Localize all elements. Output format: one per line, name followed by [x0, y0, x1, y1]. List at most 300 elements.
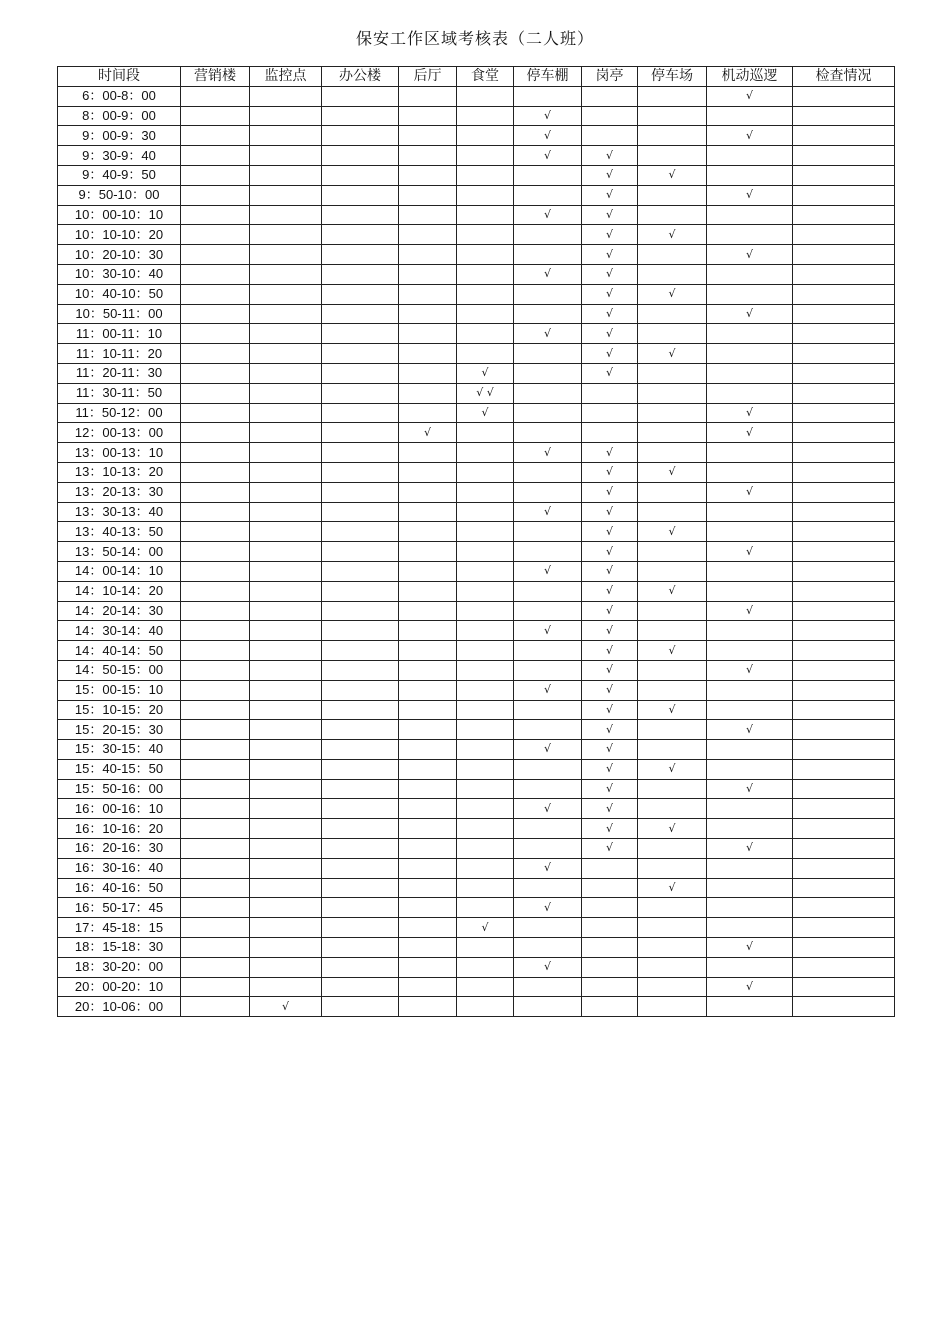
check-cell: [322, 165, 399, 185]
check-cell: √: [582, 146, 638, 166]
check-cell: √: [582, 660, 638, 680]
check-cell: [399, 284, 457, 304]
table-row: [58, 502, 895, 522]
check-cell: [181, 443, 250, 463]
check-cell: √: [638, 284, 707, 304]
check-cell: √: [707, 86, 793, 106]
check-cell: [399, 542, 457, 562]
check-cell: [457, 86, 514, 106]
time-slot-cell: 14：00-14：10: [58, 561, 181, 581]
table-row: [58, 344, 895, 364]
check-cell: [322, 858, 399, 878]
check-cell: [457, 779, 514, 799]
check-cell: √: [582, 502, 638, 522]
table-row: [58, 957, 895, 977]
check-cell: [638, 779, 707, 799]
check-cell: [250, 363, 322, 383]
check-cell: [250, 858, 322, 878]
table-row: [58, 878, 895, 898]
check-cell: [181, 561, 250, 581]
check-cell: [793, 700, 895, 720]
time-slot-cell: 18：15-18：30: [58, 938, 181, 958]
check-cell: √: [638, 700, 707, 720]
column-header: 后厅: [399, 67, 457, 87]
check-cell: √: [582, 284, 638, 304]
check-cell: [250, 245, 322, 265]
check-cell: √: [514, 957, 582, 977]
check-cell: [707, 957, 793, 977]
table-row: [58, 205, 895, 225]
check-cell: [322, 146, 399, 166]
check-cell: [181, 264, 250, 284]
time-slot-cell: 13：10-13：20: [58, 462, 181, 482]
table-row: [58, 720, 895, 740]
check-cell: [322, 621, 399, 641]
check-cell: [322, 403, 399, 423]
check-cell: √: [582, 363, 638, 383]
check-cell: [793, 423, 895, 443]
check-cell: [322, 799, 399, 819]
check-cell: √: [514, 740, 582, 760]
check-cell: [707, 284, 793, 304]
check-cell: [793, 601, 895, 621]
table-row: [58, 264, 895, 284]
check-cell: [707, 146, 793, 166]
check-cell: [457, 225, 514, 245]
check-cell: [457, 185, 514, 205]
check-cell: [322, 561, 399, 581]
check-cell: [457, 443, 514, 463]
check-cell: [322, 225, 399, 245]
check-cell: [457, 462, 514, 482]
check-cell: [457, 858, 514, 878]
check-cell: [322, 542, 399, 562]
check-cell: [638, 660, 707, 680]
check-cell: √: [582, 304, 638, 324]
check-cell: [457, 165, 514, 185]
check-cell: [250, 86, 322, 106]
check-cell: [250, 146, 322, 166]
check-cell: [793, 561, 895, 581]
time-slot-cell: 14：50-15：00: [58, 660, 181, 680]
check-cell: [322, 720, 399, 740]
check-cell: √: [582, 542, 638, 562]
table-row: [58, 581, 895, 601]
check-cell: [250, 502, 322, 522]
table-row: [58, 146, 895, 166]
column-header: 时间段: [58, 67, 181, 87]
check-cell: [250, 462, 322, 482]
check-cell: √: [582, 344, 638, 364]
check-cell: [322, 344, 399, 364]
check-cell: [399, 898, 457, 918]
check-cell: [514, 245, 582, 265]
check-cell: [181, 957, 250, 977]
check-cell: [181, 522, 250, 542]
check-cell: [582, 898, 638, 918]
check-cell: [181, 938, 250, 958]
check-cell: [399, 680, 457, 700]
check-cell: [707, 522, 793, 542]
check-cell: [399, 938, 457, 958]
check-cell: [399, 839, 457, 859]
check-cell: [638, 621, 707, 641]
check-cell: [250, 561, 322, 581]
check-cell: [793, 264, 895, 284]
check-cell: √: [707, 720, 793, 740]
check-cell: [399, 126, 457, 146]
check-cell: [250, 522, 322, 542]
check-cell: [793, 502, 895, 522]
check-cell: [181, 106, 250, 126]
check-cell: [793, 898, 895, 918]
check-cell: √: [638, 759, 707, 779]
check-cell: [707, 680, 793, 700]
check-cell: √: [514, 898, 582, 918]
check-cell: [399, 641, 457, 661]
table-row: [58, 185, 895, 205]
check-cell: [399, 165, 457, 185]
time-slot-cell: 10：00-10：10: [58, 205, 181, 225]
check-cell: [250, 165, 322, 185]
check-cell: [322, 284, 399, 304]
header-row: [58, 67, 895, 87]
check-cell: [399, 997, 457, 1017]
check-cell: [181, 641, 250, 661]
check-cell: [181, 779, 250, 799]
check-cell: [181, 680, 250, 700]
check-cell: [514, 344, 582, 364]
check-cell: √: [582, 720, 638, 740]
check-cell: [399, 264, 457, 284]
time-slot-cell: 16：00-16：10: [58, 799, 181, 819]
check-cell: [399, 759, 457, 779]
check-cell: [514, 165, 582, 185]
check-cell: [638, 126, 707, 146]
check-cell: √: [582, 799, 638, 819]
table-row: [58, 918, 895, 938]
check-cell: √: [707, 482, 793, 502]
check-cell: [457, 997, 514, 1017]
table-row: [58, 641, 895, 661]
check-cell: √: [514, 324, 582, 344]
check-cell: [399, 799, 457, 819]
table-row: [58, 542, 895, 562]
check-cell: [457, 264, 514, 284]
check-cell: [181, 423, 250, 443]
check-cell: √: [707, 977, 793, 997]
table-row: [58, 680, 895, 700]
check-cell: [793, 621, 895, 641]
time-slot-cell: 20：10-06：00: [58, 997, 181, 1017]
check-cell: [638, 720, 707, 740]
check-cell: [250, 720, 322, 740]
check-cell: [322, 86, 399, 106]
check-cell: [638, 898, 707, 918]
check-cell: [457, 839, 514, 859]
check-cell: [457, 720, 514, 740]
check-cell: [399, 383, 457, 403]
time-slot-cell: 15：40-15：50: [58, 759, 181, 779]
check-cell: [181, 185, 250, 205]
check-cell: [514, 601, 582, 621]
check-cell: [793, 740, 895, 760]
check-cell: [514, 581, 582, 601]
check-cell: [638, 304, 707, 324]
time-slot-cell: 20：00-20：10: [58, 977, 181, 997]
check-cell: [322, 641, 399, 661]
check-cell: √: [582, 759, 638, 779]
column-header: 食堂: [457, 67, 514, 87]
check-cell: [181, 245, 250, 265]
check-cell: [793, 106, 895, 126]
time-slot-cell: 6：00-8：00: [58, 86, 181, 106]
check-cell: [707, 363, 793, 383]
time-slot-cell: 16：30-16：40: [58, 858, 181, 878]
check-cell: [514, 839, 582, 859]
check-cell: [181, 304, 250, 324]
check-cell: [250, 839, 322, 859]
check-cell: [250, 660, 322, 680]
check-cell: [514, 938, 582, 958]
check-cell: √: [707, 938, 793, 958]
column-header: 监控点: [250, 67, 322, 87]
check-cell: [399, 403, 457, 423]
check-cell: [457, 799, 514, 819]
check-cell: [638, 561, 707, 581]
check-cell: [181, 977, 250, 997]
check-cell: [181, 858, 250, 878]
check-cell: [457, 482, 514, 502]
check-cell: [250, 542, 322, 562]
check-cell: [322, 245, 399, 265]
time-slot-cell: 15：20-15：30: [58, 720, 181, 740]
check-cell: [399, 245, 457, 265]
check-cell: [638, 997, 707, 1017]
check-cell: √: [582, 740, 638, 760]
check-cell: [638, 383, 707, 403]
time-slot-cell: 15：30-15：40: [58, 740, 181, 760]
column-header: 办公楼: [322, 67, 399, 87]
table-row: [58, 779, 895, 799]
table-row: [58, 304, 895, 324]
check-cell: [322, 680, 399, 700]
time-slot-cell: 18：30-20：00: [58, 957, 181, 977]
check-cell: [399, 304, 457, 324]
time-slot-cell: 17：45-18：15: [58, 918, 181, 938]
check-cell: √: [638, 819, 707, 839]
check-cell: [457, 898, 514, 918]
check-cell: [793, 839, 895, 859]
table-row: [58, 997, 895, 1017]
check-cell: √: [707, 185, 793, 205]
check-cell: [181, 225, 250, 245]
check-cell: [582, 106, 638, 126]
table-row: [58, 462, 895, 482]
check-cell: √: [582, 641, 638, 661]
check-cell: [638, 502, 707, 522]
table-row: [58, 106, 895, 126]
check-cell: [181, 581, 250, 601]
check-cell: [457, 324, 514, 344]
check-cell: [250, 621, 322, 641]
check-cell: [582, 938, 638, 958]
check-cell: [181, 126, 250, 146]
check-cell: [707, 106, 793, 126]
time-slot-cell: 11：50-12：00: [58, 403, 181, 423]
time-slot-cell: 10：50-11：00: [58, 304, 181, 324]
check-cell: [582, 126, 638, 146]
check-cell: [181, 324, 250, 344]
check-cell: [322, 997, 399, 1017]
column-header: 停车场: [638, 67, 707, 87]
check-cell: [793, 918, 895, 938]
check-cell: [457, 146, 514, 166]
table-row: [58, 245, 895, 265]
check-cell: [250, 423, 322, 443]
check-cell: [399, 482, 457, 502]
check-cell: [514, 819, 582, 839]
check-cell: √: [582, 561, 638, 581]
check-cell: [457, 740, 514, 760]
check-cell: [638, 858, 707, 878]
check-cell: [399, 977, 457, 997]
check-cell: [181, 284, 250, 304]
check-cell: [457, 344, 514, 364]
check-cell: [457, 205, 514, 225]
check-cell: √: [707, 601, 793, 621]
table-row: [58, 601, 895, 621]
check-cell: [707, 997, 793, 1017]
check-cell: [457, 621, 514, 641]
time-slot-cell: 9：50-10：00: [58, 185, 181, 205]
check-cell: [638, 185, 707, 205]
check-cell: √: [707, 245, 793, 265]
check-cell: [638, 542, 707, 562]
check-cell: [181, 997, 250, 1017]
check-cell: [181, 839, 250, 859]
check-cell: √: [707, 542, 793, 562]
check-cell: [250, 403, 322, 423]
check-cell: [250, 225, 322, 245]
check-cell: [322, 423, 399, 443]
check-cell: [399, 779, 457, 799]
check-cell: √ √: [457, 383, 514, 403]
check-cell: √: [707, 839, 793, 859]
check-cell: [322, 304, 399, 324]
check-cell: √: [582, 839, 638, 859]
check-cell: √: [514, 126, 582, 146]
check-cell: [399, 957, 457, 977]
check-cell: √: [457, 363, 514, 383]
check-cell: √: [514, 621, 582, 641]
column-header: 检查情况: [793, 67, 895, 87]
check-cell: [582, 403, 638, 423]
check-cell: [399, 146, 457, 166]
check-cell: [514, 86, 582, 106]
check-cell: [582, 878, 638, 898]
time-slot-cell: 9：00-9：30: [58, 126, 181, 146]
time-slot-cell: 11：20-11：30: [58, 363, 181, 383]
check-cell: √: [707, 660, 793, 680]
check-cell: [322, 581, 399, 601]
table-row: [58, 165, 895, 185]
check-cell: [181, 740, 250, 760]
table-row: [58, 126, 895, 146]
table-row: [58, 660, 895, 680]
check-cell: [514, 482, 582, 502]
check-cell: [181, 660, 250, 680]
check-cell: √: [514, 858, 582, 878]
check-cell: [457, 304, 514, 324]
check-cell: [707, 918, 793, 938]
check-cell: [514, 641, 582, 661]
check-cell: [638, 938, 707, 958]
time-slot-cell: 13：40-13：50: [58, 522, 181, 542]
check-cell: [322, 324, 399, 344]
check-cell: √: [582, 680, 638, 700]
table-row: [58, 324, 895, 344]
check-cell: [793, 482, 895, 502]
check-cell: [457, 106, 514, 126]
check-cell: √: [582, 245, 638, 265]
column-header: 机动巡逻: [707, 67, 793, 87]
check-cell: √: [514, 264, 582, 284]
check-cell: [250, 819, 322, 839]
check-cell: √: [582, 462, 638, 482]
check-cell: [514, 284, 582, 304]
check-cell: [399, 86, 457, 106]
check-cell: [514, 977, 582, 997]
check-cell: √: [457, 918, 514, 938]
check-cell: [181, 799, 250, 819]
check-cell: [181, 759, 250, 779]
check-cell: [250, 601, 322, 621]
check-cell: [638, 740, 707, 760]
check-cell: √: [707, 304, 793, 324]
check-cell: √: [582, 225, 638, 245]
check-cell: [638, 443, 707, 463]
table-row: [58, 700, 895, 720]
table-row: [58, 522, 895, 542]
check-cell: [250, 918, 322, 938]
check-cell: [707, 700, 793, 720]
check-cell: [793, 165, 895, 185]
check-cell: [181, 146, 250, 166]
check-cell: [638, 363, 707, 383]
check-cell: √: [638, 581, 707, 601]
check-cell: √: [638, 225, 707, 245]
time-slot-cell: 14：20-14：30: [58, 601, 181, 621]
check-cell: [514, 878, 582, 898]
check-cell: [514, 997, 582, 1017]
check-cell: [707, 561, 793, 581]
check-cell: [514, 423, 582, 443]
check-cell: [181, 363, 250, 383]
time-slot-cell: 15：00-15：10: [58, 680, 181, 700]
check-cell: [181, 542, 250, 562]
check-cell: [793, 443, 895, 463]
check-cell: [181, 403, 250, 423]
check-cell: [322, 264, 399, 284]
check-cell: [250, 740, 322, 760]
check-cell: [250, 799, 322, 819]
check-cell: √: [582, 185, 638, 205]
check-cell: √: [582, 621, 638, 641]
table-row: [58, 938, 895, 958]
check-cell: √: [250, 997, 322, 1017]
check-cell: [793, 284, 895, 304]
